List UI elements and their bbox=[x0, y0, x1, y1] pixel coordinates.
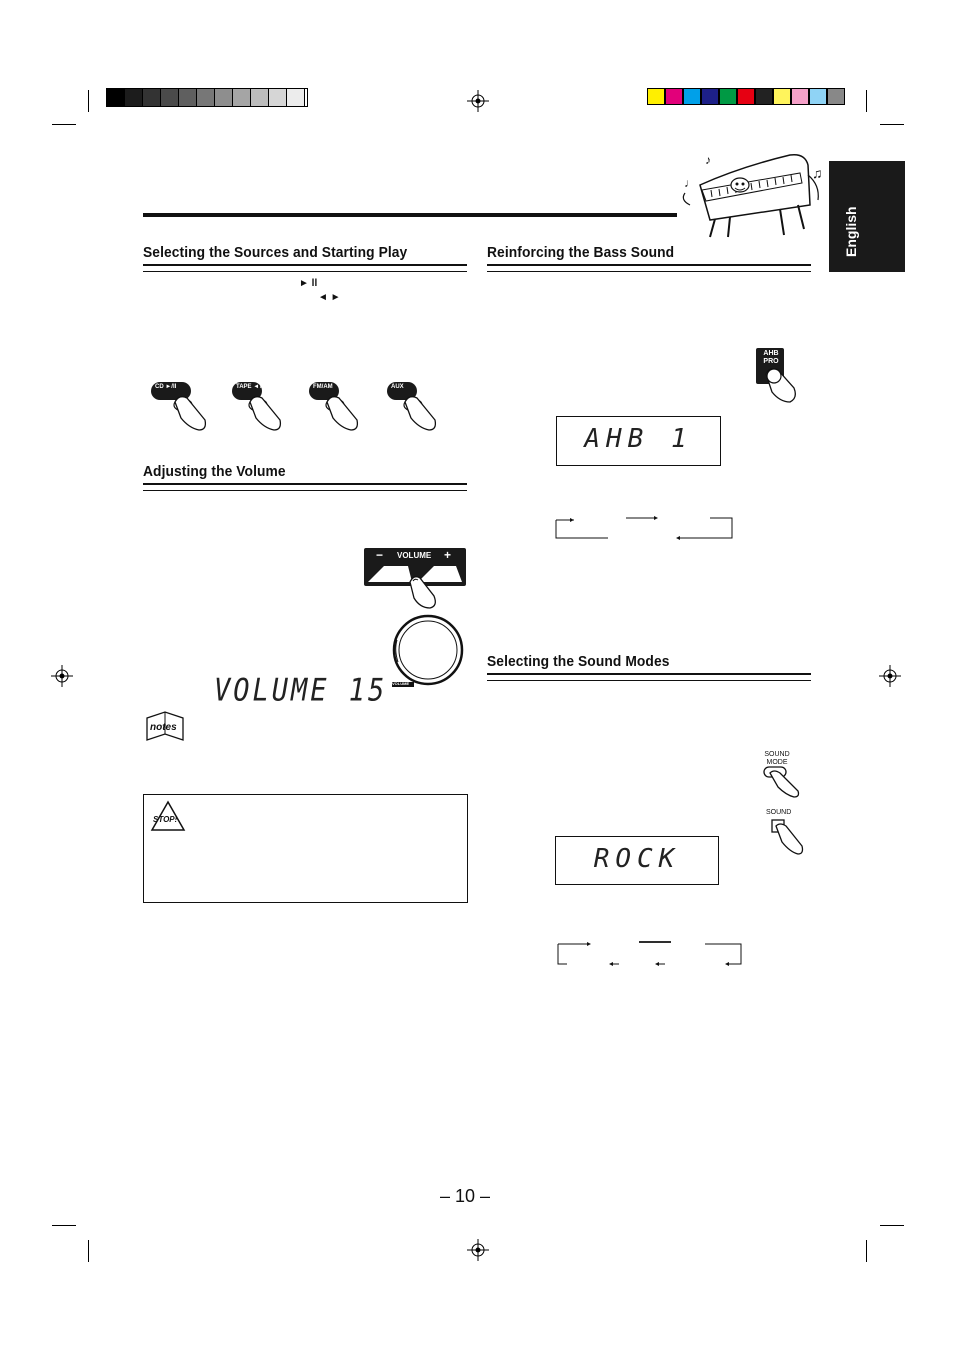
volume-minus-label: − bbox=[376, 548, 384, 562]
calibration-swatch bbox=[197, 89, 215, 106]
notes-icon-label: notes bbox=[150, 722, 177, 733]
finger-pressing-icon bbox=[305, 380, 365, 432]
language-tab-label: English bbox=[843, 206, 859, 257]
calibration-swatch bbox=[827, 88, 845, 105]
crop-mark bbox=[88, 1240, 89, 1262]
source-button-label: AUX bbox=[391, 384, 404, 390]
section-rule bbox=[487, 264, 811, 272]
bass-cycle-diagram bbox=[550, 510, 740, 544]
sound-mode-button[interactable] bbox=[760, 765, 808, 799]
sound-lcd-readout: ROCK bbox=[593, 844, 681, 874]
section-title-sound-modes: Selecting the Sound Modes bbox=[487, 653, 670, 670]
calibration-swatch bbox=[737, 88, 755, 105]
source-button[interactable] bbox=[228, 380, 298, 434]
finger-pressing-icon bbox=[762, 366, 804, 406]
source-button[interactable] bbox=[147, 380, 217, 434]
sound-mode-button-label: SOUND MODE bbox=[764, 751, 790, 766]
music-note-icon: ♫ bbox=[812, 165, 823, 181]
calibration-swatch bbox=[647, 88, 665, 105]
calibration-swatch bbox=[125, 89, 143, 106]
music-note-icon: ♪ bbox=[705, 153, 711, 167]
sound-button[interactable] bbox=[768, 818, 812, 856]
section-title-sources: Selecting the Sources and Starting Play bbox=[143, 244, 408, 261]
calibration-swatch bbox=[701, 88, 719, 105]
volume-display-readout: VOLUME 15 bbox=[214, 673, 388, 709]
sound-mode-cycle-diagram bbox=[553, 936, 749, 970]
header-rule bbox=[143, 213, 677, 217]
crop-mark bbox=[88, 90, 89, 112]
calibration-swatch bbox=[773, 88, 791, 105]
source-button[interactable] bbox=[305, 380, 375, 434]
volume-plus-label: + bbox=[444, 548, 452, 562]
page-number: – 10 – bbox=[440, 1186, 491, 1206]
crop-mark bbox=[52, 1225, 76, 1226]
calibration-swatch bbox=[179, 89, 197, 106]
crop-mark bbox=[866, 90, 867, 112]
calibration-swatch bbox=[683, 88, 701, 105]
play-pause-symbol: ► ll bbox=[299, 278, 318, 289]
calibration-swatch bbox=[809, 88, 827, 105]
language-tab bbox=[829, 161, 905, 272]
finger-pressing-icon bbox=[383, 380, 443, 432]
calibration-swatch bbox=[143, 89, 161, 106]
calibration-swatch bbox=[791, 88, 809, 105]
crop-mark bbox=[866, 1240, 867, 1262]
section-rule bbox=[143, 264, 467, 272]
calibration-swatch bbox=[107, 89, 125, 106]
section-rule bbox=[143, 483, 467, 491]
section-rule bbox=[487, 673, 811, 681]
finger-pressing-icon bbox=[153, 380, 213, 432]
registration-target-icon bbox=[51, 665, 73, 687]
volume-panel-label: VOLUME bbox=[397, 551, 432, 560]
grayscale-calibration-bar bbox=[106, 88, 308, 107]
calibration-swatch bbox=[287, 89, 305, 106]
piano-mascot-illustration bbox=[680, 145, 828, 240]
crop-mark bbox=[880, 124, 904, 125]
finger-pressing-icon bbox=[228, 380, 288, 432]
source-button-label: FM/AM bbox=[313, 384, 333, 390]
tape-direction-symbol: ◄ ► bbox=[318, 292, 341, 303]
source-button-label: TAPE ◄► bbox=[236, 384, 266, 390]
calibration-swatch bbox=[233, 89, 251, 106]
crop-mark bbox=[52, 124, 76, 125]
crop-mark bbox=[880, 1225, 904, 1226]
calibration-swatch bbox=[665, 88, 683, 105]
stop-warning-label: STOP! bbox=[153, 815, 178, 824]
calibration-swatch bbox=[251, 89, 269, 106]
section-title-bass: Reinforcing the Bass Sound bbox=[487, 244, 675, 261]
section-title-volume: Adjusting the Volume bbox=[143, 463, 286, 480]
registration-target-icon bbox=[467, 90, 489, 112]
registration-target-icon bbox=[467, 1239, 489, 1261]
bass-lcd-readout: AHB 1 bbox=[584, 424, 693, 454]
sound-lcd-display bbox=[555, 836, 719, 885]
volume-knob-label: VOLUME bbox=[392, 681, 410, 686]
source-button-label: CD ►/II bbox=[155, 384, 177, 390]
sound-button-label: SOUND bbox=[766, 809, 792, 816]
volume-knob[interactable] bbox=[388, 612, 468, 690]
bass-lcd-display bbox=[556, 416, 721, 466]
calibration-swatch bbox=[269, 89, 287, 106]
calibration-swatch bbox=[161, 89, 179, 106]
registration-target-icon bbox=[879, 665, 901, 687]
source-button[interactable] bbox=[383, 380, 453, 434]
calibration-swatch bbox=[719, 88, 737, 105]
calibration-swatch bbox=[755, 88, 773, 105]
calibration-swatch bbox=[215, 89, 233, 106]
music-note-icon: ♩ bbox=[684, 176, 696, 190]
caution-box bbox=[143, 794, 468, 903]
finger-pressing-icon bbox=[404, 572, 444, 612]
color-calibration-bar bbox=[647, 88, 847, 105]
ahb-pro-button-label: AHB PRO bbox=[763, 350, 779, 365]
